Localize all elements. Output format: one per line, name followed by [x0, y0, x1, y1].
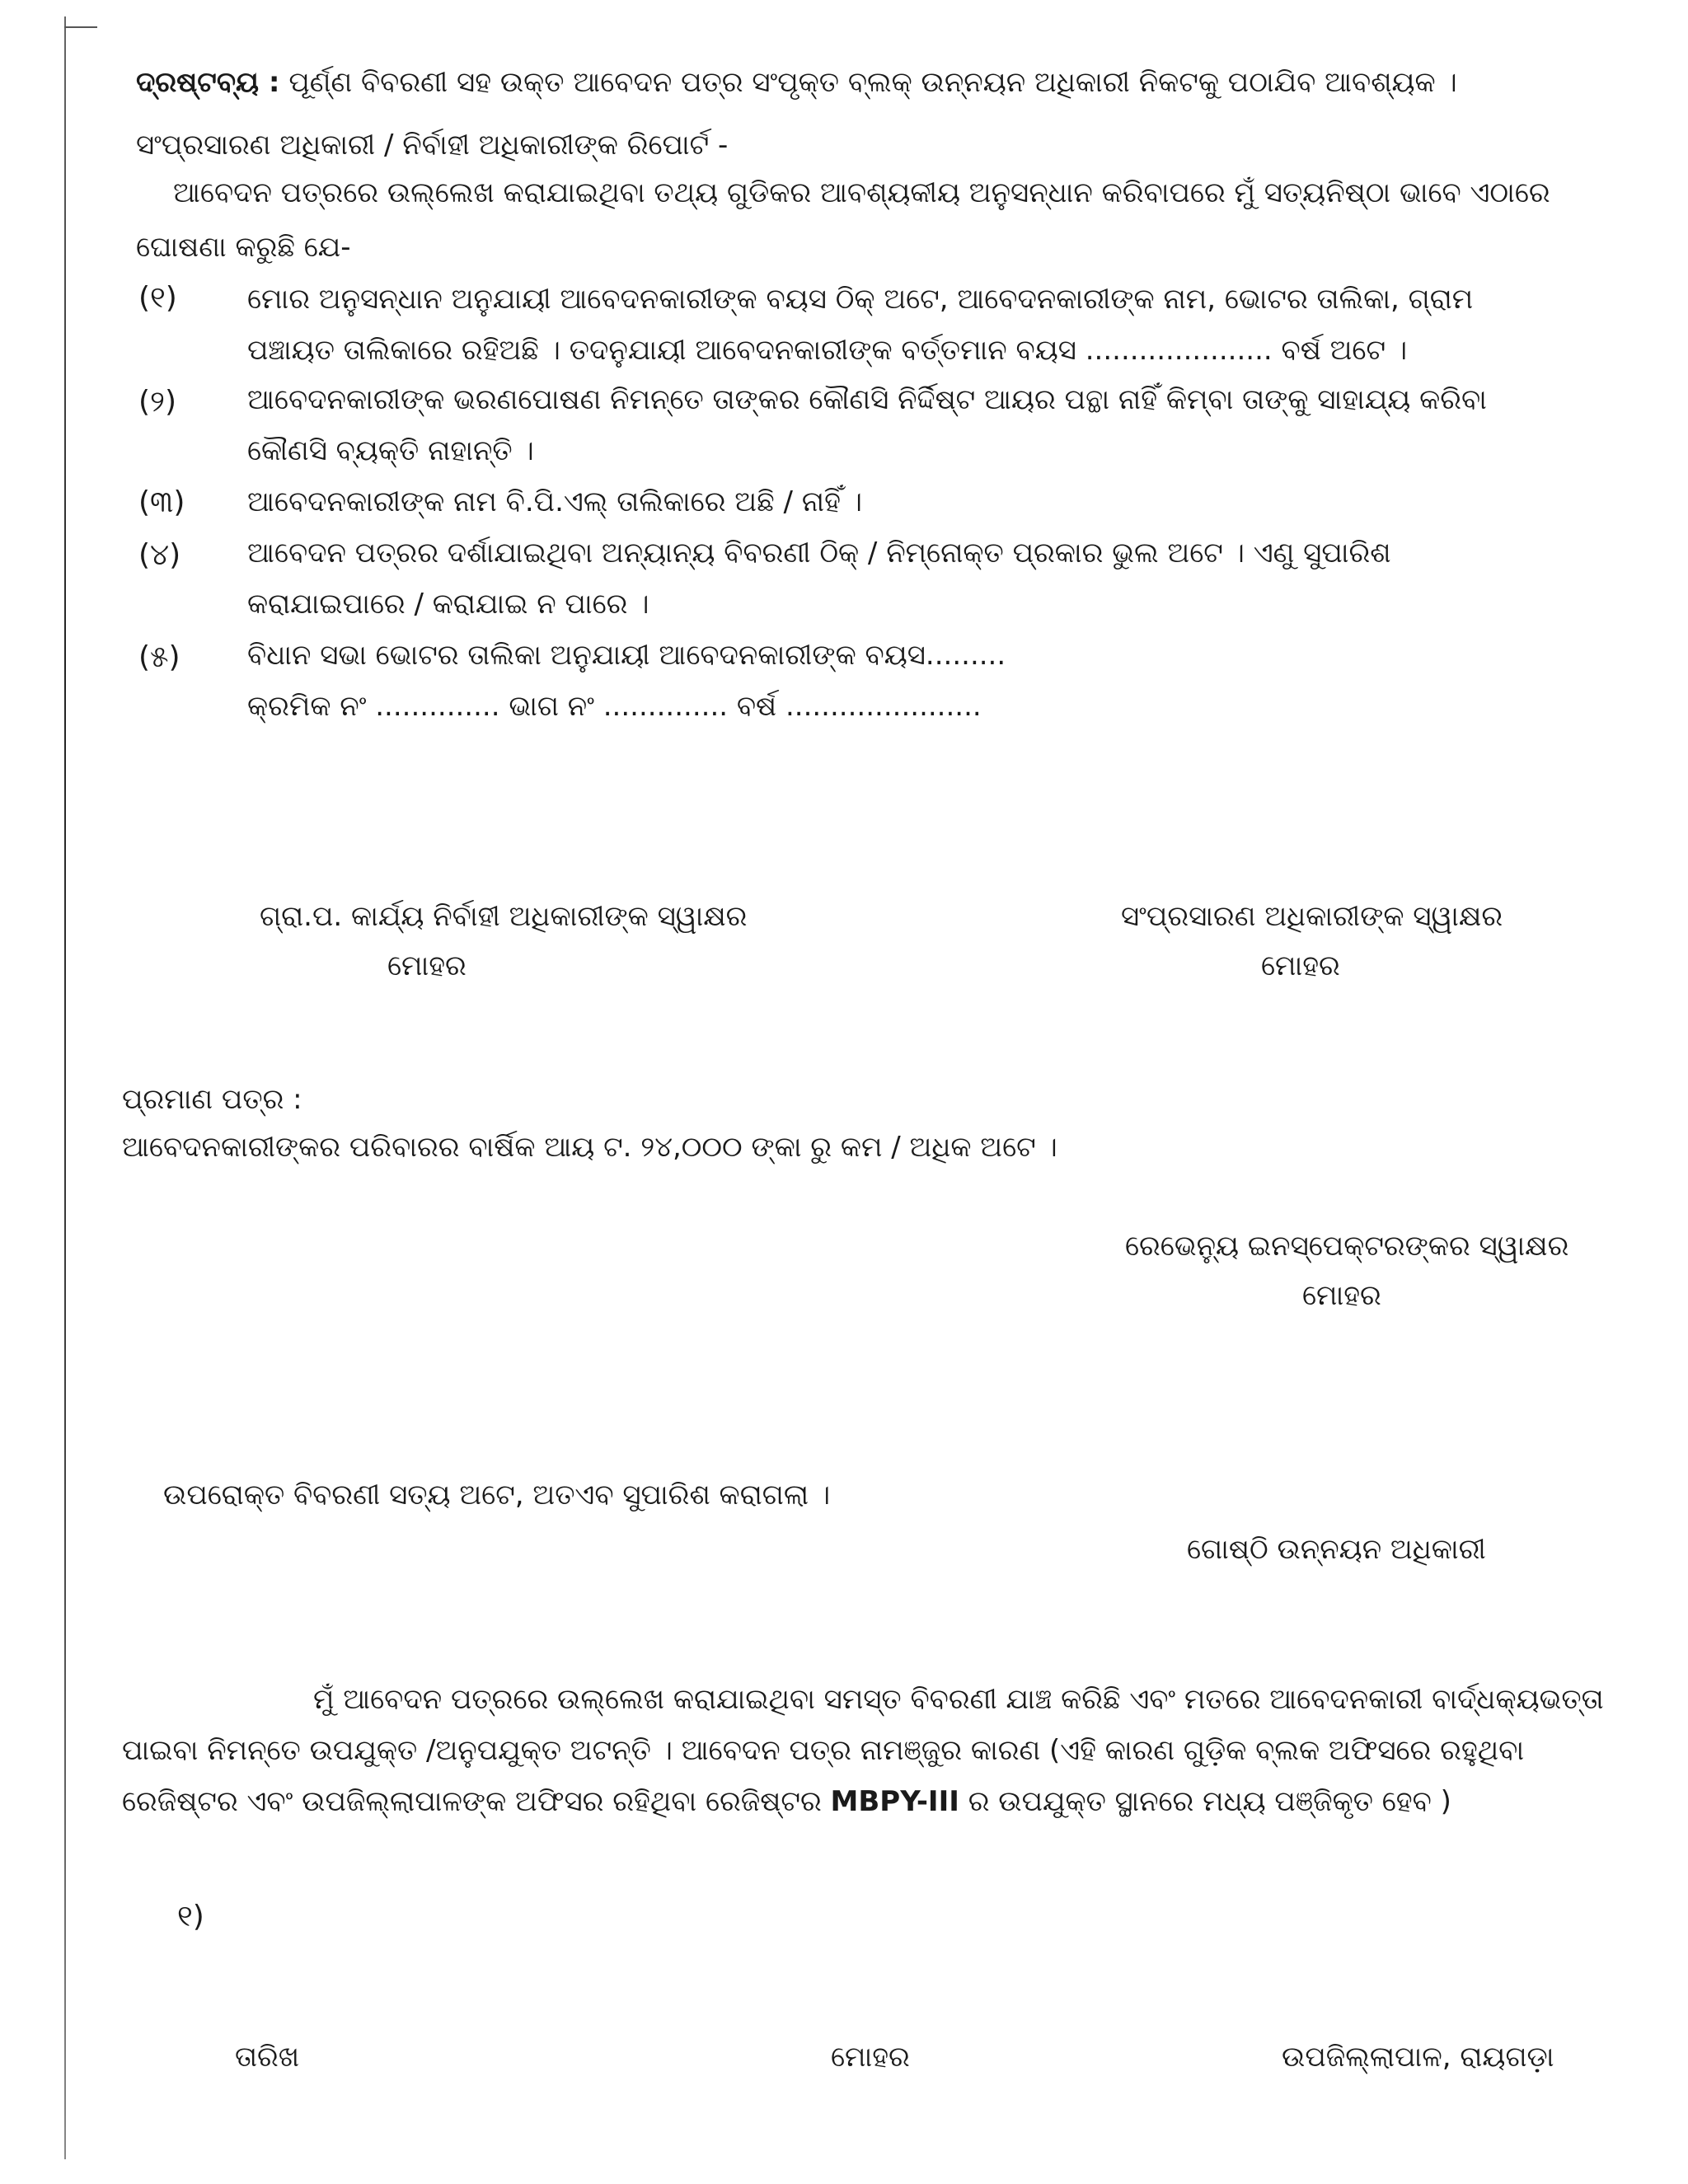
final-line3-start: ରେଜିଷ୍ଟର ଏବଂ ଉପଜିଲ୍ଲାପାଳଙ୍କ ଅଫିସର ରହିଥିବା ରେଜିଷ୍ଟର — [122, 1785, 831, 1818]
extension-officer-seal-label: ମୋହର — [1261, 949, 1340, 982]
gp-officer-signature-label: ଗ୍ରା.ପ. କାର୍ଯ୍ୟ ନିର୍ବାହୀ ଅଧିକାରୀଙ୍କ ସ୍ୱାକ୍ଷର — [260, 900, 748, 933]
item-number: (୩) — [138, 485, 185, 519]
item-number: (୪) — [138, 538, 181, 572]
scan-corner-mark — [64, 26, 97, 28]
item-number: (୨) — [138, 385, 177, 419]
scan-edge-line — [64, 16, 66, 2159]
seal-label: ମୋହର — [831, 2041, 910, 2074]
date-label: ତାରିଖ — [235, 2041, 300, 2074]
note-line — [136, 64, 1457, 101]
item-number: (୫) — [138, 640, 181, 674]
certificate-text: ଆବେଦନକାରୀଙ୍କର ପରିବାରର ବାର୍ଷିକ ଆୟ ଟ. ୨୪,୦୦୦ ଙ୍କା ରୁ କମ / ଅଧିକ ଅଟେ । — [122, 1131, 1057, 1164]
sub-collector-signature-label: ଉପଜିଲ୍ଲାପାଳ, ରାୟଗଡ଼ା — [1282, 2041, 1554, 2074]
final-line1: ମୁଁ ଆବେଦନ ପତ୍ରରେ ଉଲ୍ଲେଖ କରାଯାଇଥିବା ସମସ୍ତ ବିବରଣୀ ଯାଞ୍ଚ କରିଛି ଏବଂ ମତରେ ଆବେଦନକାରୀ ବାର୍ଦ୍ଧକ୍ୟଭତ୍ତା — [313, 1683, 1604, 1716]
final-line3 — [122, 1783, 1451, 1820]
revenue-inspector-signature-label: ରେଭେନ୍ୟୁ ଇନସ୍‌ପେକ୍ଟରଙ୍କର ସ୍ୱାକ୍ଷର — [1125, 1230, 1569, 1263]
final-line3-end: ର ଉପଯୁକ୍ତ ସ୍ଥାନରେ ମଧ୍ୟ ପଞ୍ଜିକୃତ ହେବ ) — [959, 1785, 1451, 1818]
item-text: ଆବେଦନକାରୀଙ୍କ ଭରଣପୋଷଣ ନିମନ୍ତେ ତାଙ୍କର କୌଣସି ନିର୍ଦ୍ଦିଷ୍ଟ ଆୟର ପନ୍ଥା ନାହିଁ କିମ୍ବା ତାଙ୍କୁ ସାହାଯ୍ୟ କରିବା କୌଣସି ବ୍ୟକ୍ତି ନାହାନ୍ତି । — [247, 383, 1487, 467]
revenue-inspector-seal-label: ମୋହର — [1302, 1279, 1381, 1312]
item-text: ମୋର ଅନୁସନ୍ଧାନ ଅନୁଯାୟୀ ଆବେଦନକାରୀଙ୍କ ବୟସ ଠିକ୍ ଅଟେ, ଆବେଦନକାରୀଙ୍କ ନାମ, ଭୋଟର ତାଲିକା, ଗ୍ରାମ ପଞ୍ଚାୟତ ତାଲିକାରେ ରହିଅଛି । ତଦନୁଯାୟୀ ଆବେଦନକାରୀଙ୍କ ବର୍ତ୍ତମାନ ବୟସ ..................... ବର୍ଷ ଅଟେ । — [247, 283, 1474, 367]
report-intro-line2: ଘୋଷଣା କରୁଛି ଯେ- — [136, 231, 351, 264]
reason-item-number: ୧) — [177, 1900, 204, 1933]
bdo-signature-label: ଗୋଷ୍ଠି ଉନ୍ନୟନ ଅଧିକାରୀ — [1187, 1533, 1486, 1566]
register-code: MBPY-III — [830, 1785, 959, 1818]
item-text: ଆବେଦନ ପତ୍ରର ଦର୍ଶାଯାଇଥିବା ଅନ୍ୟାନ୍ୟ ବିବରଣୀ ଠିକ୍ / ନିମ୍ନୋକ୍ତ ପ୍ରକାର ଭୁଲ ଅଟେ । ଏଣୁ ସୁପାରିଶ କରାଯାଇପାରେ / କରାଯାଇ ନ ପାରେ । — [247, 537, 1391, 621]
report-heading: ସଂପ୍ରସାରଣ ଅଧିକାରୀ / ନିର୍ବାହୀ ଅଧିକାରୀଙ୍କ ରିପୋର୍ଟ - — [136, 129, 729, 162]
item-text: ଆବେଦନକାରୀଙ୍କ ନାମ ବି.ପି.ଏଲ୍ ତାଲିକାରେ ଅଛି / ନାହିଁ । — [247, 485, 863, 518]
item-number: (୧) — [138, 281, 177, 315]
extension-officer-signature-label: ସଂପ୍ରସାରଣ ଅଧିକାରୀଙ୍କ ସ୍ୱାକ୍ଷର — [1121, 900, 1503, 933]
report-intro-line1: ଆବେଦନ ପତ୍ରରେ ଉଲ୍ଲେଖ କରାଯାଇଥିବା ତଥ୍ୟ ଗୁଡିକର ଆବଶ୍ୟକୀୟ ଅନୁସନ୍ଧାନ କରିବାପରେ ମୁଁ ସତ୍ୟନିଷ୍ଠା ଭାବେ ଏଠାରେ — [173, 176, 1550, 209]
final-line2: ପାଇବା ନିମନ୍ତେ ଉପଯୁକ୍ତ /ଅନୁପଯୁକ୍ତ ଅଟନ୍ତି । ଆବେଦନ ପତ୍ର ନାମଞ୍ଜୁର କାରଣ (ଏହି କାରଣ ଗୁଡ଼ିକ ବ୍ଲକ ଅଫିସରେ ରହୁଥିବା — [122, 1734, 1525, 1767]
item-text: ବିଧାନ ସଭା ଭୋଟର ତାଲିକା ଅନୁଯାୟୀ ଆବେଦନକାରୀଙ୍କ ବୟସ......... କ୍ରମିକ ନଂ .............. ଭାଗ ନଂ .............. ବର୍ଷ ...................... — [247, 639, 1006, 723]
certificate-heading: ପ୍ରମାଣ ପତ୍ର : — [122, 1083, 302, 1116]
gp-officer-seal-label: ମୋହର — [387, 949, 467, 982]
recommendation-text: ଉପରୋକ୍ତ ବିବରଣୀ ସତ୍ୟ ଅଟେ, ଅତଏବ ସୁପାରିଶ କରାଗଲା । — [163, 1479, 831, 1511]
note-text: ପୂର୍ଣ୍ଣ ବିବରଣୀ ସହ ଉକ୍ତ ଆବେଦନ ପତ୍ର ସଂପୃକ୍ତ ବ୍ଲକ୍ ଉନ୍ନୟନ ଅଧିକାରୀ ନିକଟକୁ ପଠାଯିବ ଆବଶ୍ୟକ । — [288, 66, 1457, 99]
note-label: ଦ୍ରଷ୍ଟବ୍ୟ : — [136, 66, 280, 99]
